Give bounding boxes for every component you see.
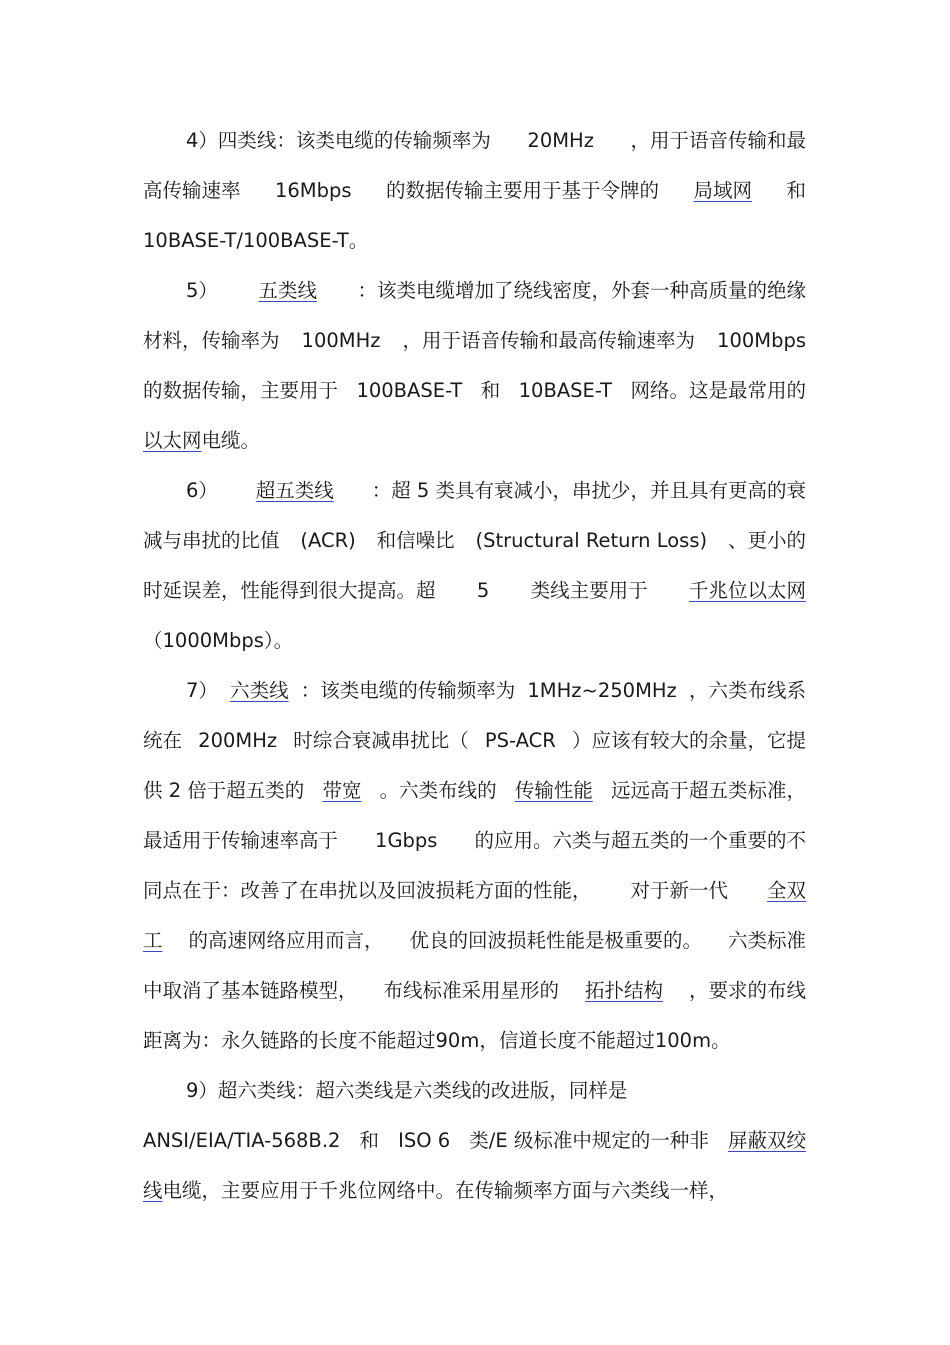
text-line	[143, 826, 806, 856]
text-segment: 对于新一代	[630, 879, 728, 902]
text-segment: ）。	[263, 629, 294, 652]
text-line	[143, 326, 806, 356]
text-segment: 类/E 级标准中规定的一种非	[469, 1129, 709, 1152]
text-segment: 5	[476, 579, 490, 602]
text-segment: ，用于语音传输和最高传输速率为	[402, 329, 696, 352]
text-segment: PS-ACR	[484, 729, 556, 752]
text-segment: 中取消了基本链路模型，	[143, 979, 358, 1002]
text-line	[186, 276, 806, 306]
text-segment: (ACR)	[300, 529, 356, 552]
text-segment: 材料，传输率为	[143, 329, 280, 352]
text-segment: 4）四类线：该类电缆的传输频率为	[186, 129, 491, 152]
text-line	[186, 126, 806, 156]
text-segment: 电缆。	[201, 429, 261, 452]
text-segment: （1000Mbps	[143, 629, 264, 652]
text-segment: 100BASE-T	[356, 379, 463, 402]
term-link[interactable]: 线	[143, 1179, 163, 1202]
text-segment: 6）	[186, 479, 218, 502]
text-segment: 减与串扰的比值	[143, 529, 280, 552]
text-segment: 。六类布线的	[379, 779, 497, 802]
text-segment: 100MHz	[301, 329, 381, 352]
text-segment: 类线主要用于	[530, 579, 648, 602]
text-segment: ANSI/EIA/TIA-568B.2	[143, 1129, 341, 1152]
text-segment: 和信噪比	[376, 529, 455, 552]
text-segment: 距离为：永久链路的长度不能超过	[143, 1029, 436, 1052]
text-segment: 网络。这是最常用的	[630, 379, 806, 402]
text-segment: 时综合衰减串扰比（	[293, 729, 469, 752]
text-segment: 10BASE-T	[518, 379, 613, 402]
term-link[interactable]: 屏蔽双绞	[727, 1129, 806, 1152]
text-line	[143, 576, 806, 606]
text-line	[143, 776, 806, 806]
text-line	[143, 1026, 806, 1056]
text-segment: 10BASE-T/100BASE-T	[143, 229, 349, 252]
term-link[interactable]: 以太网	[143, 429, 202, 452]
text-segment: 20MHz	[527, 129, 594, 152]
text-line	[143, 1176, 806, 1206]
text-segment: 和	[359, 1129, 380, 1152]
text-segment: 200MHz	[198, 729, 278, 752]
text-segment: 7）	[186, 679, 218, 702]
text-line	[143, 426, 806, 456]
text-segment: 100Mbps	[717, 329, 806, 352]
text-segment: 时延误差，性能得到很大提高。超	[143, 579, 436, 602]
text-line	[143, 726, 806, 756]
text-segment: 9）超六类线：超六类线是六类线的改进版，同样是	[186, 1079, 628, 1102]
text-segment: 远远高于超五类标准，	[610, 779, 806, 802]
text-line	[143, 626, 806, 656]
text-segment: 和	[786, 179, 806, 202]
text-line	[143, 926, 806, 956]
text-segment: 。	[348, 229, 369, 252]
text-segment: 1Gbps	[375, 829, 438, 852]
term-link[interactable]: 超五类线	[255, 479, 334, 502]
text-segment: ISO 6	[398, 1129, 451, 1152]
term-link[interactable]: 千兆位以太网	[688, 579, 806, 602]
text-segment: 布线标准采用星形的	[383, 979, 559, 1002]
text-line	[143, 226, 806, 256]
text-segment: 16Mbps	[274, 179, 352, 202]
text-segment: 最适用于传输速率高于	[143, 829, 339, 852]
text-segment: ，六类布线系	[688, 679, 806, 702]
text-segment: ，信道长度不能超过	[479, 1029, 655, 1052]
text-line	[143, 976, 806, 1006]
text-segment: 1MHz~250MHz	[527, 679, 677, 702]
text-segment: 的数据传输主要用于基于令牌的	[386, 179, 660, 202]
term-link[interactable]: 传输性能	[514, 779, 593, 802]
text-segment: 统在	[143, 729, 183, 752]
term-link[interactable]: 拓扑结构	[584, 979, 663, 1002]
text-segment: 、更小的	[727, 529, 806, 552]
text-line	[186, 1076, 806, 1106]
term-link[interactable]: 五类线	[258, 279, 317, 302]
text-segment: 的应用。六类与超五类的一个重要的不	[474, 829, 806, 852]
text-segment: ：该类电缆增加了绕线密度，外套一种高质量的绝缘	[357, 279, 806, 302]
text-segment: 的数据传输，主要用于	[143, 379, 339, 402]
text-segment: 供 2 倍于超五类的	[143, 779, 305, 802]
text-segment: 和	[480, 379, 501, 402]
text-segment: 90m	[435, 1029, 480, 1052]
text-segment: 100m	[654, 1029, 712, 1052]
text-segment: 5）	[186, 279, 218, 302]
text-line	[143, 526, 806, 556]
term-link[interactable]: 局域网	[693, 179, 753, 202]
text-segment: ）应该有较大的余量，它提	[571, 729, 806, 752]
text-segment: 同点在于：改善了在串扰以及回波损耗方面的性能，	[143, 879, 592, 902]
text-segment: 。	[711, 1029, 731, 1052]
text-segment: 高传输速率	[143, 179, 241, 202]
text-line	[143, 1126, 806, 1156]
text-segment: ，用于语音传输和最	[630, 129, 806, 152]
text-line	[143, 876, 806, 906]
text-line	[186, 476, 806, 506]
text-segment: ：该类电缆的传输频率为	[300, 679, 516, 702]
text-line	[143, 376, 806, 406]
text-segment: 的高速网络应用而言，	[188, 929, 384, 952]
text-segment: ，要求的布线	[688, 979, 806, 1002]
term-link[interactable]: 工	[143, 929, 163, 952]
text-segment: ：超 5 类具有衰减小，串扰少，并且具有更高的衰	[371, 479, 806, 502]
text-line	[186, 676, 806, 706]
text-segment: 电缆，主要应用于千兆位网络中。在传输频率方面与六类线一样，	[162, 1179, 729, 1202]
term-link[interactable]: 带宽	[322, 779, 362, 802]
term-link[interactable]: 六类线	[230, 679, 289, 702]
text-line	[143, 176, 806, 206]
text-segment: 优良的回波损耗性能是极重要的。	[409, 929, 702, 952]
text-segment: (Structural Return Loss)	[475, 529, 708, 552]
text-segment: 六类标准	[727, 929, 806, 952]
term-link[interactable]: 全双	[766, 879, 806, 902]
